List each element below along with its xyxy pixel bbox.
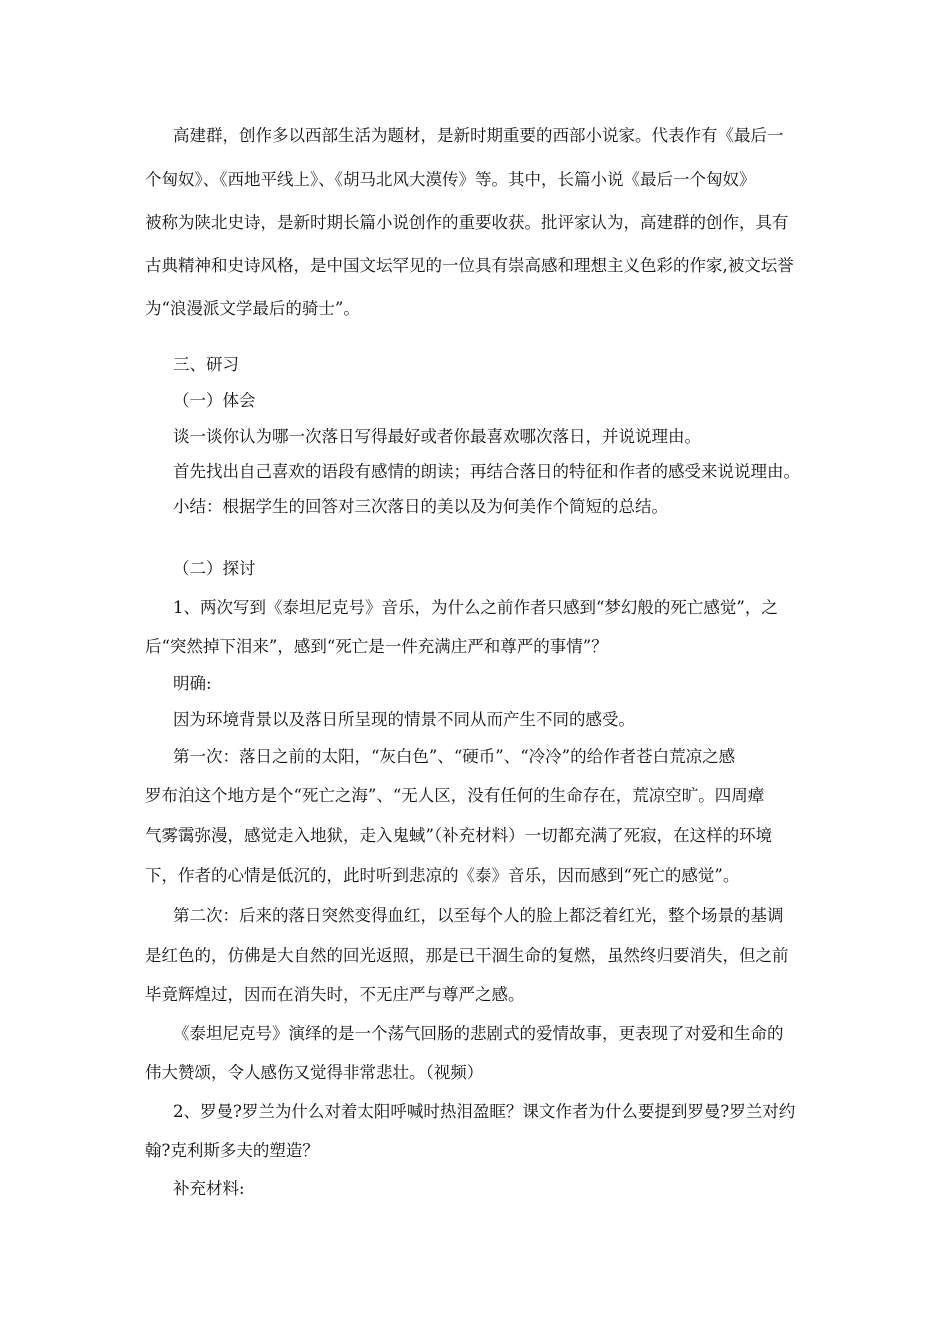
- paragraph-line: 第一次：落日之前的太阳，“灰白色”、“硬币”、“冷冷”的给作者苍白荒凉之感: [173, 747, 736, 766]
- paragraph-line: 小结：根据学生的回答对三次落日的美以及为何美作个简短的总结。: [173, 497, 668, 516]
- paragraph-line: 翰?克利斯多夫的塑造？: [145, 1141, 319, 1160]
- paragraph-line: 伟大赞颂，令人感伤又觉得非常悲壮。（视频）: [145, 1063, 484, 1082]
- paragraph-line: 后“突然掉下泪来”，感到“死亡是一件充满庄严和尊严的事情”？: [145, 637, 608, 656]
- paragraph-line: 毕竟辉煌过，因而在消失时，不无庄严与尊严之感。: [145, 985, 525, 1004]
- paragraph-line: 气雾霭弥漫，感觉走入地狱，走入鬼蜮”（补充材料）一切都充满了死寂，在这样的环境: [145, 826, 773, 845]
- paragraph-line: 因为环境背景以及落日所呈现的情景不同从而产生不同的感受。: [173, 710, 635, 729]
- paragraph-line: 下，作者的心情是低沉的，此时听到悲凉的《泰》音乐，因而感到“死亡的感觉”。: [145, 866, 740, 885]
- paragraph-line: 谈一谈你认为哪一次落日写得最好或者你最喜欢哪次落日，并说说理由。: [173, 427, 701, 446]
- paragraph-line: 高建群，创作多以西部生活为题材，是新时期重要的西部小说家。代表作有《最后一: [173, 126, 784, 145]
- paragraph-line: 被称为陕北史诗，是新时期长篇小说创作的重要收获。批评家认为，高建群的创作，具有: [145, 213, 789, 232]
- subsection-heading: （一）体会: [173, 391, 256, 410]
- section-heading: 三、研习: [173, 355, 239, 374]
- paragraph-line: 第二次：后来的落日突然变得血红，以至每个人的脸上都泛着红光，整个场景的基调: [173, 906, 784, 925]
- paragraph-line: 首先找出自己喜欢的语段有感情的朗读；再结合落日的特征和作者的感受来说说理由。: [173, 462, 800, 481]
- paragraph-line: 《泰坦尼克号》演绎的是一个荡气回肠的悲剧式的爱情故事，更表现了对爱和生命的: [173, 1024, 784, 1043]
- paragraph-line: 2、罗曼?罗兰为什么对着太阳呼喊时热泪盈眶？课文作者为什么要提到罗曼?罗兰对约: [173, 1102, 796, 1121]
- paragraph-line: 1、两次写到《泰坦尼克号》音乐，为什么之前作者只感到“梦幻般的死亡感觉”，之: [173, 598, 778, 617]
- paragraph-line: 古典精神和史诗风格，是中国文坛罕见的一位具有崇高感和理想主义色彩的作家,被文坛誉: [145, 256, 794, 275]
- paragraph-line: 明确:: [173, 674, 212, 693]
- paragraph-line: 是红色的，仿佛是大自然的回光返照，那是已干涸生命的复燃，虽然终归要消失，但之前: [145, 946, 789, 965]
- subsection-heading: （二）探讨: [173, 559, 256, 578]
- paragraph-line: 个匈奴》、《西地平线上》、《胡马北风大漠传》等。其中，长篇小说《最后一个匈奴》: [145, 170, 756, 189]
- paragraph-line: 罗布泊这个地方是个“死亡之海”、“无人区，没有任何的生命存在，荒凉空旷。四周瘴: [145, 786, 765, 805]
- paragraph-line: 补充材料:: [173, 1179, 245, 1198]
- paragraph-line: 为“浪漫派文学最后的骑士”。: [145, 299, 360, 318]
